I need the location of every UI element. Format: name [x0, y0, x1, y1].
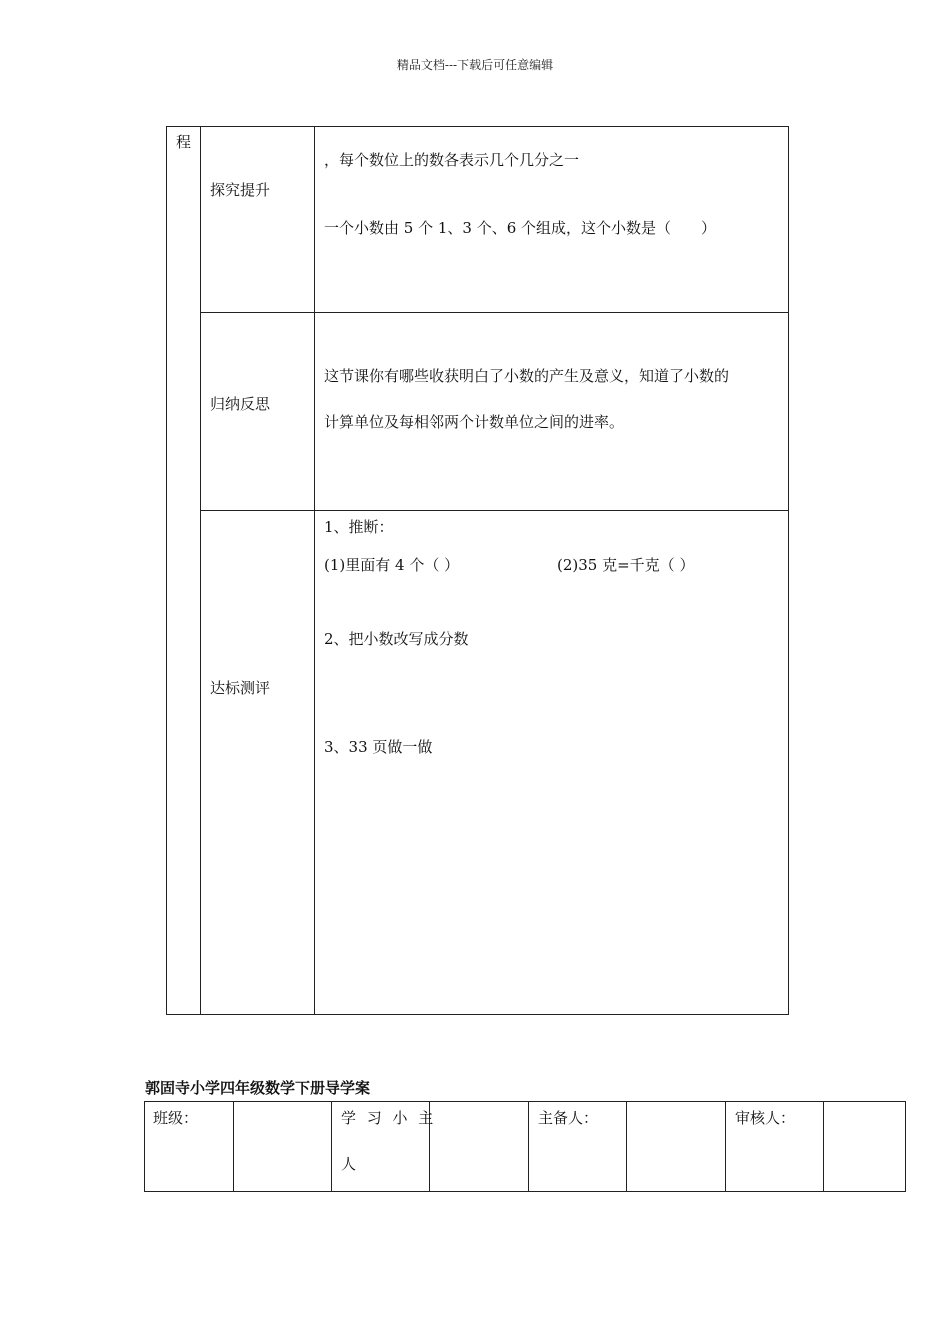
- content-line: 一个小数由 5 个 1、3 个、6 个组成，这个小数是（ ）: [324, 219, 717, 237]
- content-line: (2)35 克=千克（ ）: [557, 556, 695, 574]
- row-label-explore: 探究提升: [210, 181, 271, 199]
- divider: [725, 1101, 726, 1192]
- divider: [528, 1101, 529, 1192]
- section-title: 郭固寺小学四年级数学下册导学案: [145, 1079, 371, 1097]
- row-label-reflect: 归纳反思: [210, 395, 271, 413]
- group-leader-label-cont: 人: [341, 1155, 357, 1173]
- content-line: 1、推断：: [324, 518, 394, 536]
- content-line: ，每个数位上的数各表示几个几分之一: [324, 151, 580, 169]
- divider: [314, 126, 315, 1015]
- content-line: 计算单位及每相邻两个计数单位之间的进率。: [324, 413, 625, 431]
- divider: [233, 1101, 234, 1192]
- content-line: 这节课你有哪些收获明白了小数的产生及意义，知道了小数的: [324, 367, 730, 385]
- row-label-assess: 达标测评: [210, 679, 271, 697]
- divider: [200, 510, 789, 511]
- content-line: (1)里面有 4 个（ ）: [324, 556, 460, 574]
- preparer-label: 主备人：: [538, 1109, 599, 1127]
- page-header: 精品文档---下载后可任意编辑: [396, 58, 554, 72]
- divider: [823, 1101, 824, 1192]
- reviewer-label: 审核人：: [735, 1109, 796, 1127]
- divider: [626, 1101, 627, 1192]
- divider: [200, 126, 201, 1015]
- content-line: 2、把小数改写成分数: [324, 630, 469, 648]
- divider: [200, 312, 789, 313]
- group-leader-label: 学 习 小 主: [341, 1109, 437, 1127]
- side-label: 程: [176, 133, 192, 151]
- lesson-table-border: [166, 126, 789, 1015]
- class-label: 班级：: [153, 1109, 199, 1127]
- content-line: 3、33 页做一做: [324, 738, 433, 756]
- divider: [331, 1101, 332, 1192]
